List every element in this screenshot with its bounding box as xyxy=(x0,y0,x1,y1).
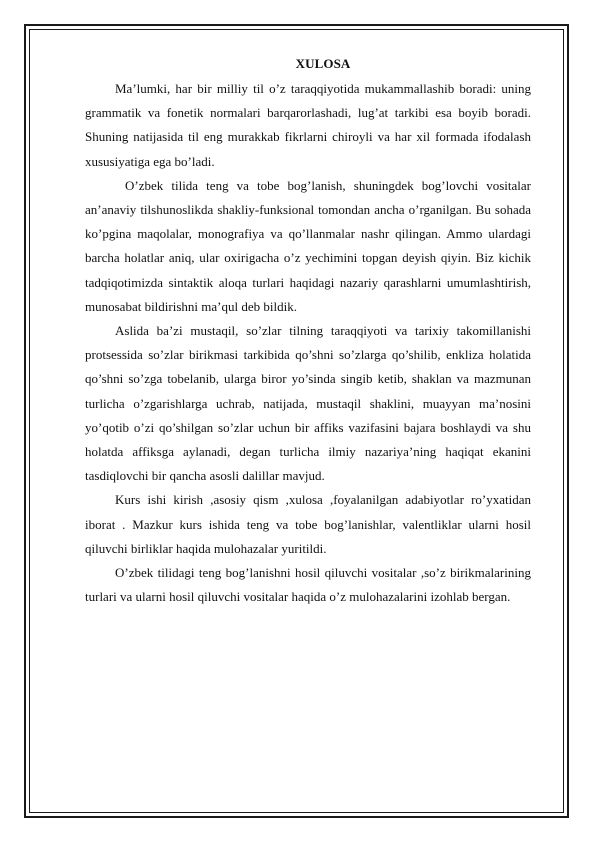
paragraph-3: Aslida ba’zi mustaqil, so’zlar tilning taraqqiyoti va tarixiy takomillanishi protsessida so’zlar birikmasi tarkibida qo’shni so’zlarga qo’shilib, enkliza holatida qo’shni so’zga tobelanib, ularga biror yo’sinda singib ketib, shaklan va mazmunan turlicha o’zgarishlarga uchrab, natijada, mustaqil shaklini, muayyan ma’nosini yo’qotib o’zi qo’shilgan so’zlar uchun bir affiks vazifasini bajara boshlaydi va shu holatda affiksga aylanadi, degan turlicha ilmiy nazariya’ning haqiqat ekanini tasdiqlovchi bir qancha asosli dalillar mavjud. xyxy=(85,323,531,484)
document-body xyxy=(85,56,531,609)
paragraph-5: O’zbek tilidagi teng bog’lanishni hosil qiluvchi vositalar ,so’z birikmalarining turlari va ularni hosil qiluvchi vositalar haqida o’z mulohazalarini izohlab bergan. xyxy=(85,565,531,605)
paragraph-4: Kurs ishi kirish ,asosiy qism ,xulosa ,foyalanilgan adabiyotlar ro’yxatidan iborat . Mazkur kurs ishida teng va tobe bog’lanishlar, valentliklar ularni hosil qiluvchi birliklar haqida mulohazalar yuritildi. xyxy=(85,492,531,556)
page-title: XULOSA xyxy=(295,56,351,71)
paragraph-1: Ma’lumki, har bir milliy til o’z taraqqiyotida mukammallashib boradi: uning grammatik va fonetik normalari barqarorlashadi, lug’at tarkibi esa boyib boradi. Shuning natijasida til eng murakkab fikrlarni chiroyli va har xil formada ifodalash xususiyatiga ega bo’ladi. xyxy=(85,81,531,169)
paragraph-2: O’zbek tilida teng va tobe bog’lanish, shuningdek bog’lovchi vositalar an’anaviy tilshunoslikda shakliy-funksional tomondan ancha o’rganilgan. Bu sohada ko’pgina maqolalar, monografiya va qo’llanmalar nashr qilingan. Ammo ulardagi barcha holatlar aniq, ular oxirigacha o’z yechimini topgan deyish qiyin. Biz kichik tadqiqotimizda sintaktik aloqa turlari haqidagi nazariy qarashlarni umumlashtirish, munosabat bildirishni ma’qul deb bildik. xyxy=(85,177,531,314)
